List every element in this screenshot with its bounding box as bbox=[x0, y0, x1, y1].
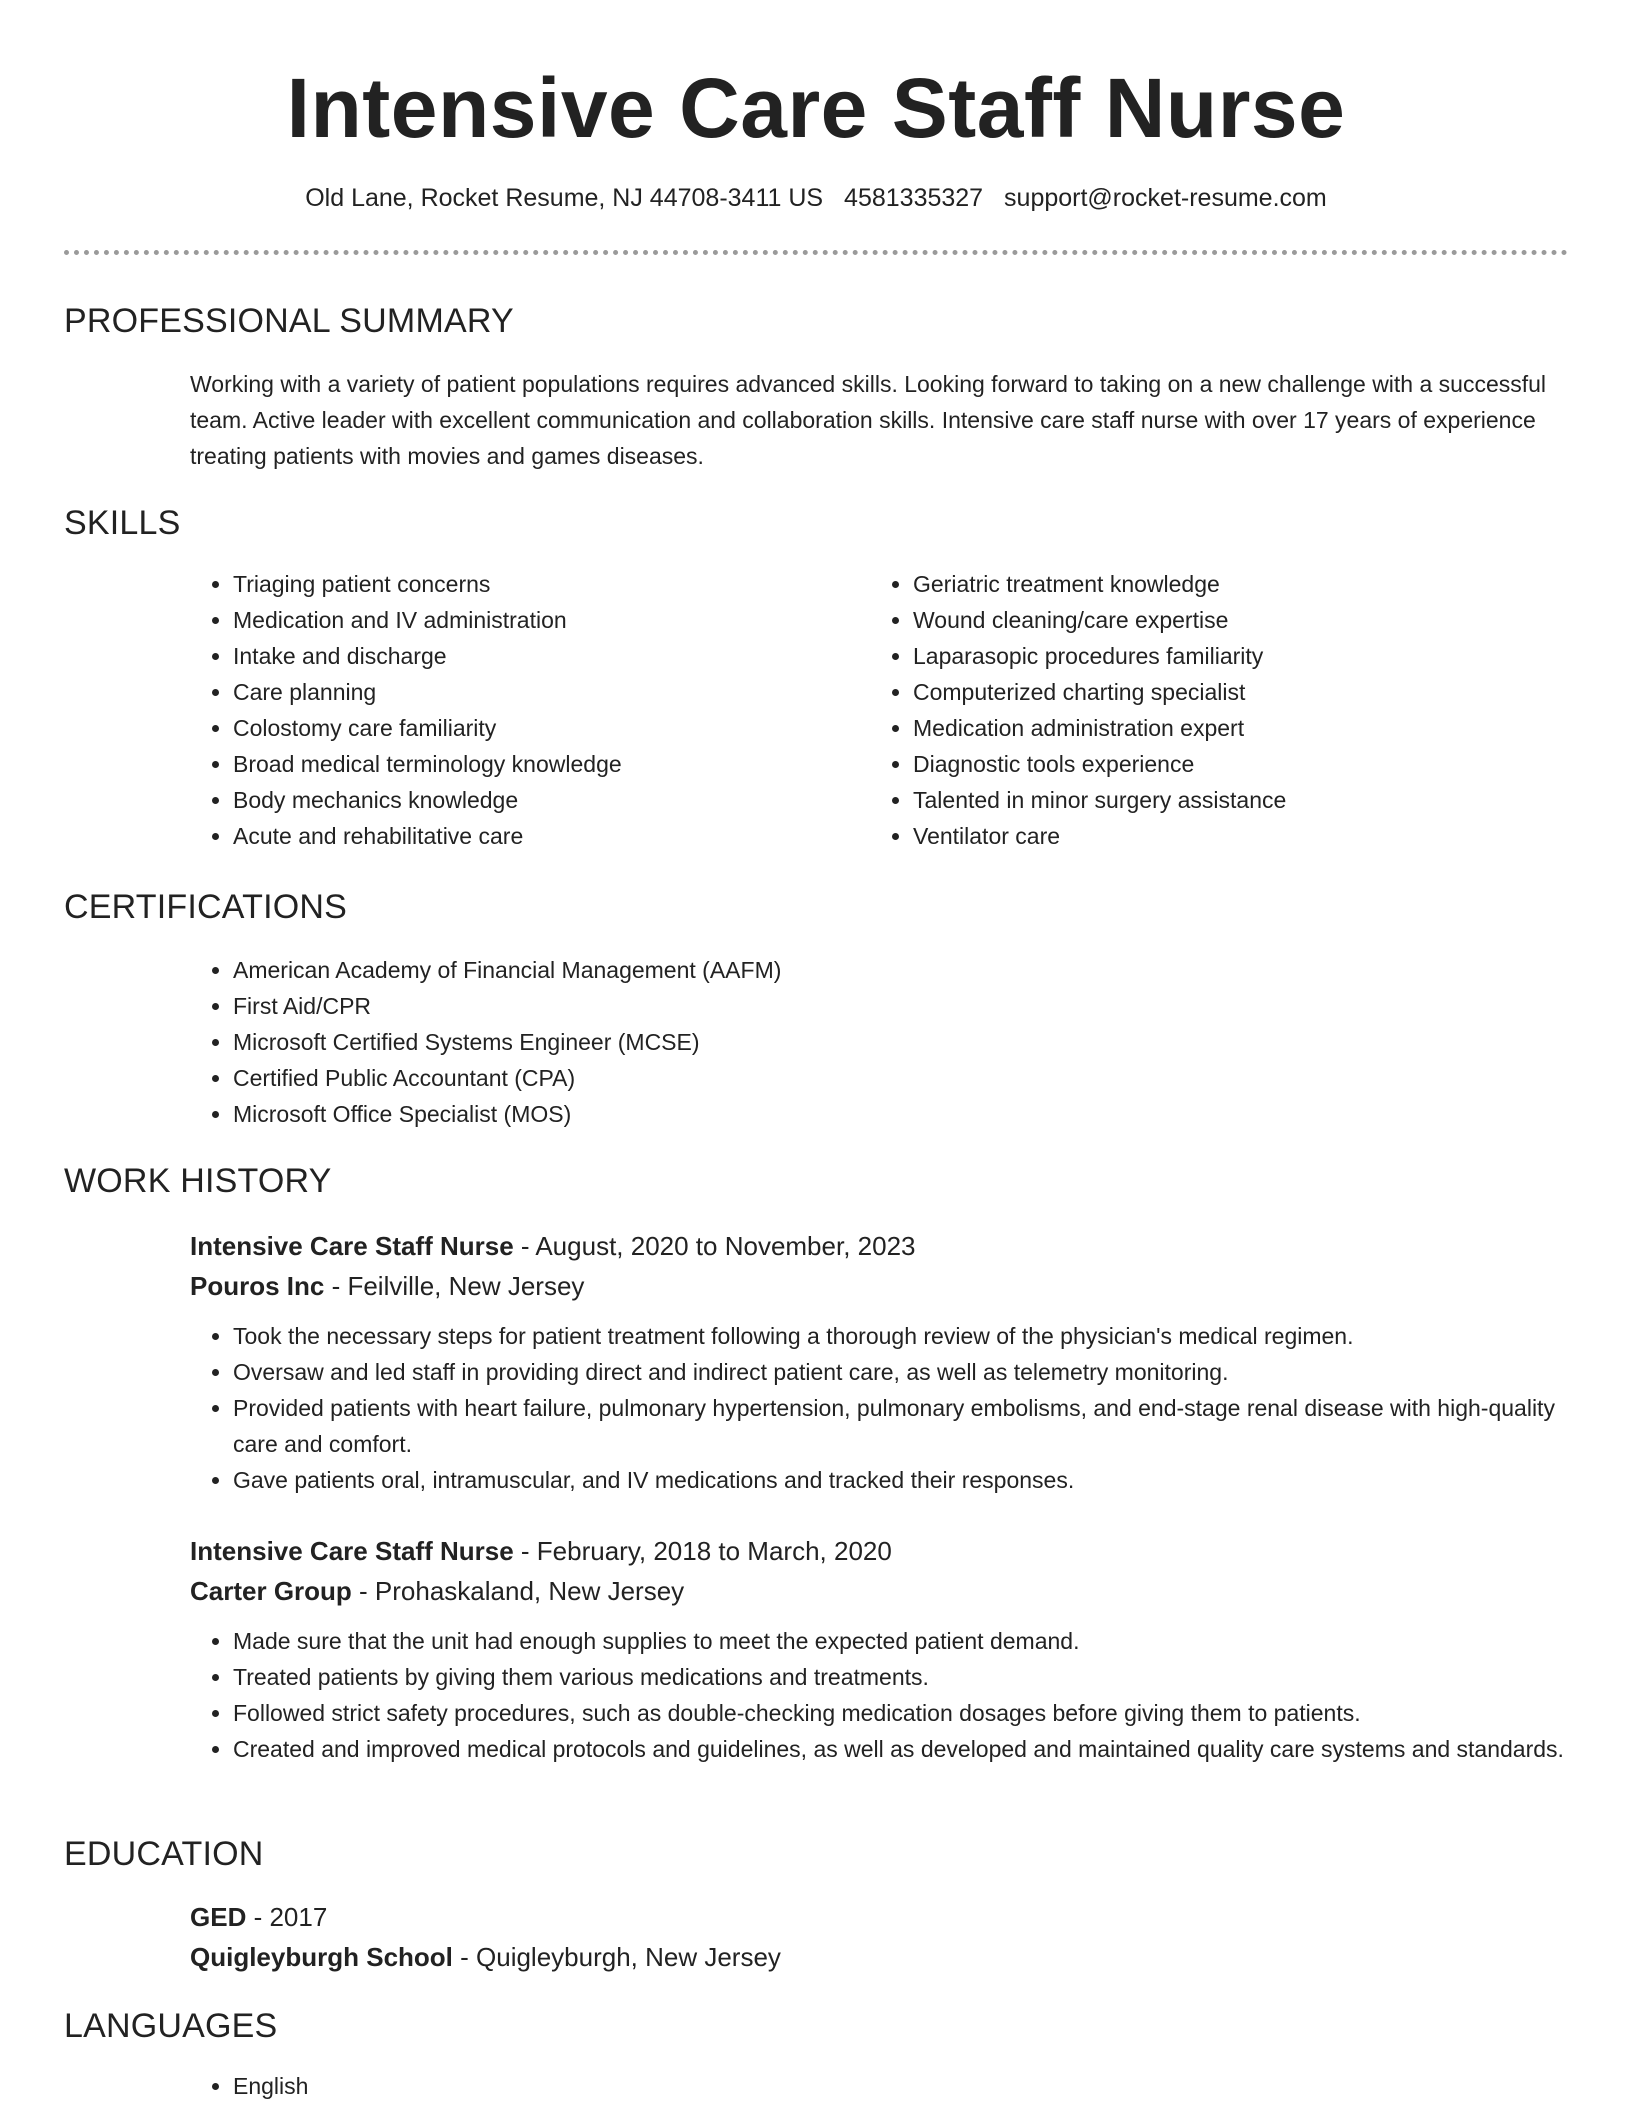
languages-list bbox=[190, 2068, 1568, 2104]
skill-item: • Talented in minor surgery assistance bbox=[913, 782, 1550, 818]
job-entry bbox=[190, 1531, 1568, 1767]
job-company: Carter Group bbox=[190, 1576, 352, 1606]
header-divider bbox=[64, 250, 1568, 255]
skill-item: • Wound cleaning/care expertise bbox=[913, 602, 1550, 638]
job-bullet: • Provided patients with heart failure, pulmonary hypertension, pulmonary embolisms, and end-stage renal disease with high-quality care and comfort. bbox=[233, 1390, 1568, 1462]
languages-heading: LANGUAGES bbox=[64, 2007, 278, 2045]
job-bullet: • Gave patients oral, intramuscular, and IV medications and tracked their responses. bbox=[233, 1462, 1568, 1498]
job-dates: - February, 2018 to March, 2020 bbox=[513, 1536, 892, 1566]
skills-heading: SKILLS bbox=[64, 504, 181, 542]
skill-item: • Computerized charting specialist bbox=[913, 674, 1550, 710]
job-company-line bbox=[190, 1266, 1568, 1306]
skill-item: • Care planning bbox=[233, 674, 870, 710]
skill-item: • Medication and IV administration bbox=[233, 602, 870, 638]
job-title: Intensive Care Staff Nurse bbox=[190, 1536, 514, 1566]
language-item: • English bbox=[233, 2068, 1568, 2104]
certification-item: • Certified Public Accountant (CPA) bbox=[233, 1060, 1568, 1096]
job-bullet: • Oversaw and led staff in providing direct and indirect patient care, as well as telemetry monitoring. bbox=[233, 1354, 1568, 1390]
contact-address: Old Lane, Rocket Resume, NJ 44708-3411 US bbox=[305, 184, 824, 212]
job-company-line bbox=[190, 1571, 1568, 1611]
skill-item: • Intake and discharge bbox=[233, 638, 870, 674]
education-entry bbox=[190, 1897, 1568, 1977]
contact-line bbox=[64, 180, 1568, 216]
job-title: Intensive Care Staff Nurse bbox=[190, 1231, 514, 1261]
job-title-line bbox=[190, 1531, 1568, 1571]
skill-item: • Colostomy care familiarity bbox=[233, 710, 870, 746]
summary-text: Working with a variety of patient populations requires advanced skills. Looking forward to taking on a new challenge with a successful team. Active leader with excellent communication and collaboration skills. Intensive care staff nurse with over 17 years of experience treating patients with movies and games diseases. bbox=[190, 371, 1547, 469]
skill-item: • Laparasopic procedures familiarity bbox=[913, 638, 1550, 674]
certification-item: • First Aid/CPR bbox=[233, 988, 1568, 1024]
job-bullet: • Took the necessary steps for patient treatment following a thorough review of the physician's medical regimen. bbox=[233, 1318, 1568, 1354]
contact-email: support@rocket-resume.com bbox=[1004, 184, 1327, 212]
skills-column-right bbox=[870, 566, 1550, 854]
skill-item: • Broad medical terminology knowledge bbox=[233, 746, 870, 782]
work-history-heading: WORK HISTORY bbox=[64, 1162, 332, 1200]
skills-column-left bbox=[190, 566, 870, 854]
job-dates: - August, 2020 to November, 2023 bbox=[513, 1231, 916, 1261]
skill-item: • Acute and rehabilitative care bbox=[233, 818, 870, 854]
job-entry bbox=[190, 1226, 1568, 1498]
certification-item: • Microsoft Office Specialist (MOS) bbox=[233, 1096, 1568, 1132]
skill-item: • Ventilator care bbox=[913, 818, 1550, 854]
skill-item: • Medication administration expert bbox=[913, 710, 1550, 746]
job-bullet: • Created and improved medical protocols and guidelines, as well as developed and maintained quality care systems and standards. bbox=[233, 1731, 1568, 1767]
education-degree: GED bbox=[190, 1902, 247, 1932]
job-company: Pouros Inc bbox=[190, 1271, 325, 1301]
job-bullet: • Treated patients by giving them various medications and treatments. bbox=[233, 1659, 1568, 1695]
certification-item: • Microsoft Certified Systems Engineer (MCSE) bbox=[233, 1024, 1568, 1060]
job-title-line bbox=[190, 1226, 1568, 1266]
certification-item: • American Academy of Financial Management (AAFM) bbox=[233, 952, 1568, 988]
skill-item: • Diagnostic tools experience bbox=[913, 746, 1550, 782]
job-bullet: • Followed strict safety procedures, such as double-checking medication dosages before giving them to patients. bbox=[233, 1695, 1568, 1731]
certifications-heading: CERTIFICATIONS bbox=[64, 888, 348, 926]
contact-phone: 4581335327 bbox=[844, 184, 984, 212]
education-school: Quigleyburgh School bbox=[190, 1942, 453, 1972]
education-degree-line bbox=[190, 1897, 1568, 1937]
education-location: - Quigleyburgh, New Jersey bbox=[452, 1942, 781, 1972]
job-bullet: • Made sure that the unit had enough supplies to meet the expected patient demand. bbox=[233, 1623, 1568, 1659]
skill-item: • Geriatric treatment knowledge bbox=[913, 566, 1550, 602]
summary-heading: PROFESSIONAL SUMMARY bbox=[64, 302, 514, 340]
certifications-list bbox=[190, 952, 1568, 1132]
job-location: - Prohaskaland, New Jersey bbox=[351, 1576, 685, 1606]
skill-item: • Body mechanics knowledge bbox=[233, 782, 870, 818]
education-heading: EDUCATION bbox=[64, 1835, 264, 1873]
job-location: - Feilville, New Jersey bbox=[324, 1271, 585, 1301]
resume-name: Intensive Care Staff Nurse bbox=[286, 61, 1346, 155]
skill-item: • Triaging patient concerns bbox=[233, 566, 870, 602]
education-year: - 2017 bbox=[246, 1902, 328, 1932]
education-school-line bbox=[190, 1937, 1568, 1977]
